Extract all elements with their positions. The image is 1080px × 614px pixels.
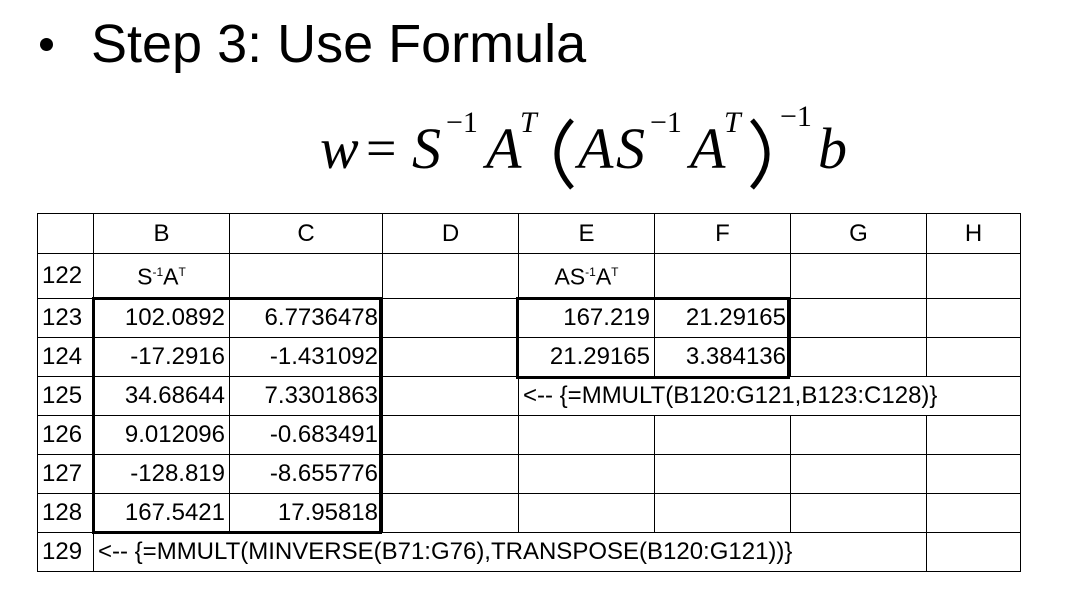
cell-d123[interactable] (383, 299, 519, 338)
column-header-b[interactable]: B (94, 214, 230, 254)
cell-b127[interactable]: -128.819 (94, 455, 230, 494)
row-header[interactable]: 128 (38, 494, 94, 533)
formula-close-paren (752, 120, 767, 188)
cell-b128[interactable]: 167.5421 (94, 494, 230, 533)
cell-h124[interactable] (927, 338, 1021, 377)
table-row (38, 533, 1021, 572)
cell-c128[interactable]: 17.95818 (230, 494, 383, 533)
formula-a: A (486, 116, 522, 181)
table-row (38, 455, 1021, 494)
cell-h129[interactable] (927, 533, 1021, 572)
cell-b125[interactable]: 34.68644 (94, 377, 230, 416)
cell-d125[interactable] (383, 377, 519, 416)
column-header-e[interactable]: E (519, 214, 655, 254)
formula-outer-inverse: −1 (780, 100, 812, 133)
formula-w: w (320, 116, 359, 181)
column-header-row (38, 214, 1021, 254)
cell-h128[interactable] (927, 494, 1021, 533)
cell-c125[interactable]: 7.3301863 (230, 377, 383, 416)
cell-e127[interactable] (519, 455, 655, 494)
cell-h126[interactable] (927, 416, 1021, 455)
formula-s-inverse: −1 (446, 106, 478, 139)
cell-c123[interactable]: 6.7736478 (230, 299, 383, 338)
formula-s2-inverse: −1 (650, 106, 682, 139)
formula-b: b (818, 116, 847, 181)
column-header-c[interactable]: C (230, 214, 383, 254)
spreadsheet (37, 213, 1021, 572)
table-row (38, 299, 1021, 338)
cell-e122[interactable] (519, 254, 655, 299)
cell-f123[interactable]: 21.29165 (655, 299, 791, 338)
table-row (38, 494, 1021, 533)
row-header[interactable]: 122 (38, 254, 94, 299)
cell-c124[interactable]: -1.431092 (230, 338, 383, 377)
label-s-inv-a-t: $S^{-1}A^T$ (137, 263, 186, 290)
corner-cell[interactable] (38, 214, 94, 254)
table-row (38, 416, 1021, 455)
cell-b124[interactable]: -17.2916 (94, 338, 230, 377)
formula-a-transpose: T (520, 106, 537, 139)
row-header[interactable]: 129 (38, 533, 94, 572)
bullet-icon (40, 38, 53, 51)
cell-f128[interactable] (655, 494, 791, 533)
column-header-d[interactable]: D (383, 214, 519, 254)
cell-c122[interactable] (230, 254, 383, 299)
formula-a3: A (690, 116, 726, 181)
cell-d124[interactable] (383, 338, 519, 377)
column-header-g[interactable]: G (791, 214, 927, 254)
formula-s: S (412, 116, 441, 181)
cell-e126[interactable] (519, 416, 655, 455)
cell-b123[interactable]: 102.0892 (94, 299, 230, 338)
cell-h127[interactable] (927, 455, 1021, 494)
cell-g124[interactable] (791, 338, 927, 377)
cell-f124[interactable]: 3.384136 (655, 338, 791, 377)
cell-g122[interactable] (791, 254, 927, 299)
formula-a2: A (578, 116, 614, 181)
cell-d126[interactable] (383, 416, 519, 455)
column-header-h[interactable]: H (927, 214, 1021, 254)
cell-f127[interactable] (655, 455, 791, 494)
cell-f122[interactable] (655, 254, 791, 299)
label-as-inv-a-t: $AS^{-1}A^T$ (554, 263, 619, 290)
slide-title-text: Step 3: Use Formula (91, 14, 587, 74)
cell-e128[interactable] (519, 494, 655, 533)
row-header[interactable]: 123 (38, 299, 94, 338)
formula-equals: = (366, 118, 397, 178)
cell-h122[interactable] (927, 254, 1021, 299)
formula-open-paren (557, 120, 572, 188)
cell-b122[interactable] (94, 254, 230, 299)
cell-c126[interactable]: -0.683491 (230, 416, 383, 455)
table-row (38, 338, 1021, 377)
cell-e123[interactable]: 167.219 (519, 299, 655, 338)
slide-title (38, 8, 586, 80)
row-header[interactable]: 125 (38, 377, 94, 416)
cell-e124[interactable]: 21.29165 (519, 338, 655, 377)
table-row (38, 254, 1021, 299)
formula-svg (316, 96, 876, 206)
table-row (38, 377, 1021, 416)
formula-a3-transpose: T (724, 106, 741, 139)
formula-note-b129[interactable]: <-- {=MMULT(MINVERSE(B71:G76),TRANSPOSE(B120:G121))} (94, 533, 927, 572)
cell-d122[interactable] (383, 254, 519, 299)
cell-b126[interactable]: 9.012096 (94, 416, 230, 455)
cell-f126[interactable] (655, 416, 791, 455)
column-header-f[interactable]: F (655, 214, 791, 254)
cell-d127[interactable] (383, 455, 519, 494)
row-header[interactable]: 127 (38, 455, 94, 494)
cell-g123[interactable] (791, 299, 927, 338)
cell-g126[interactable] (791, 416, 927, 455)
cell-h123[interactable] (927, 299, 1021, 338)
row-header[interactable]: 124 (38, 338, 94, 377)
cell-d128[interactable] (383, 494, 519, 533)
row-header[interactable]: 126 (38, 416, 94, 455)
cell-g127[interactable] (791, 455, 927, 494)
formula (316, 96, 876, 206)
cell-c127[interactable]: -8.655776 (230, 455, 383, 494)
cell-g128[interactable] (791, 494, 927, 533)
formula-note-e125[interactable]: <-- {=MMULT(B120:G121,B123:C128)} (519, 377, 1021, 416)
formula-s2: S (616, 116, 645, 181)
